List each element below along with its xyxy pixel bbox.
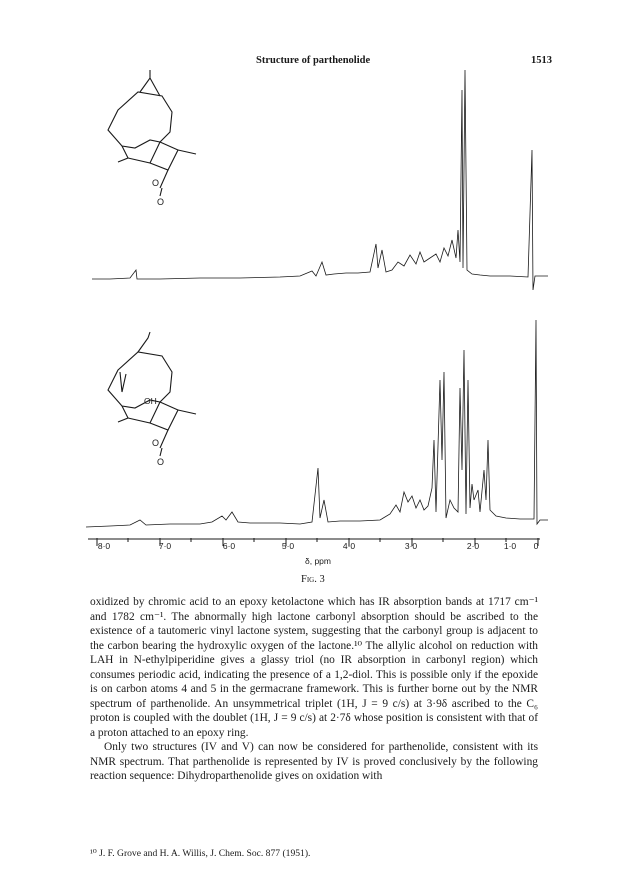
tick-label: 5·0 <box>281 541 295 551</box>
page-number: 1513 <box>531 55 552 66</box>
hydroxyl-label: OH <box>144 396 157 406</box>
paragraph: Only two structures (IV and V) can now be considered for parthenolide, consistent with its NMR spectrum. That parthenolide is represented by IV is proved conclusively by the following reaction sequence: Dihydroparthenolide gives on oxidation with <box>90 741 538 782</box>
footnote: ¹⁰ J. F. Grove and H. A. Willis, J. Chem. Soc. 877 (1951). <box>90 848 311 859</box>
tick-label: 1·0 <box>503 541 517 551</box>
axis-title: δ, ppm <box>305 556 331 566</box>
lactone-o-label: O <box>152 178 160 188</box>
paragraph: oxidized by chromic acid to an epoxy ketolactone which has IR absorption bands at 1717 cm⁻¹ and 1782 cm⁻¹. The abnormally high lactone carbonyl absorption should be ascribed to the existence of a tautomeric vinyl lactone system, suggesting that the carbonyl group is adjacent to the carbon bearing the hydroxylic oxygen of the lactone.¹⁰ The allylic alcohol on reduction with LAH in N-ethylpiperidine gives a glassy triol (no IR absorption in carbonyl region) which consumes periodic acid, indicating the presence of a 1,2-diol. This is possible only if the epoxide is on carbon atoms 4 and 5 in the germacrane framework. This is further borne out by the NMR spectrum of parthenolide. An unsymmetrical triplet (1H, J = 9 c/s) at 3·9δ ascribed to the C₆ proton is coupled with the doublet (1H, J = 9 c/s) at 2·7δ whose position is consistent with that of a proton attached to an epoxy ring. <box>90 596 538 739</box>
tick-label: 7·0 <box>158 541 172 551</box>
lactone-o-label-2: O <box>152 438 160 448</box>
upper-trace <box>92 70 548 290</box>
tick-label: 4·0 <box>342 541 356 551</box>
tick-label: 8·0 <box>97 541 111 551</box>
body-text <box>90 595 538 784</box>
tick-label: 2·0 <box>466 541 480 551</box>
tick-label: 3·0 <box>404 541 418 551</box>
lower-nmr-spectrum <box>0 300 625 550</box>
figure-caption: Fig. 3 <box>301 574 325 585</box>
running-title: Structure of parthenolide <box>256 55 371 66</box>
tick-label: 0 <box>533 541 539 551</box>
lower-trace <box>86 320 548 527</box>
tick-label: 6·0 <box>222 541 236 551</box>
ppm-axis <box>0 538 625 548</box>
carbonyl-o-label-2: O <box>157 457 165 467</box>
carbonyl-o-label: O <box>157 197 165 207</box>
